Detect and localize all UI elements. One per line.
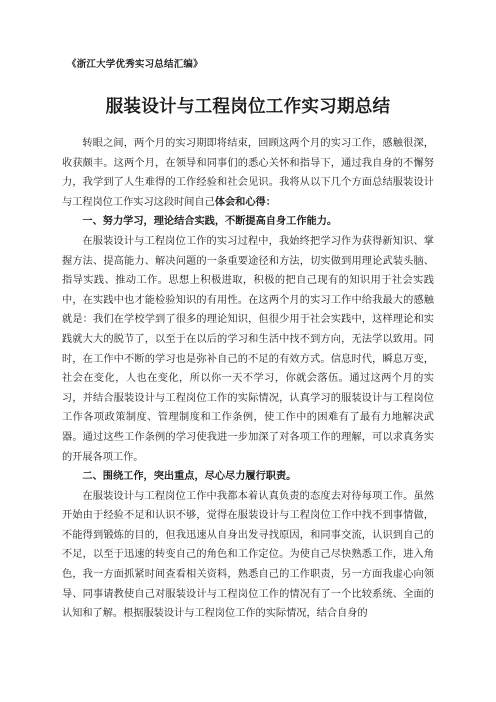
section-heading-1: 一、努力学习，理论结合实践，不断提高自身工作能力。 — [82, 216, 338, 228]
document-title: 服装设计与工程岗位工作实习期总结 — [105, 97, 391, 117]
intro-text: 转眼之间，两个月的实习期即将结束，回顾这两个月的实习工作，感触很深，收获颇丰。这两个月，在领导和同事们的悉心关怀和指导下，通过我自身的不懈努力，我学到了人生难得的工作经验和社会见识。我将从以下几个方面总结服装设计与工程岗位工作实习这段时间自己 — [62, 138, 434, 208]
section-paragraph-2: 在服装设计与工程岗位工作中我都本着认真负责的态度去对待每项工作。虽然开始由于经验不足和认识不够，觉得在服装设计与工程岗位工作中找不到事情做，不能得到锻炼的目的，但我迅速从自身出发寻找原因，和同事交流，认识到自己的不足，以至于迅速的转变自己的角色和工作定位。为使自己尽快熟悉工作，进入角色，我一方面抓紧时间查看相关资料，熟悉自己的工作职责，另一方面我虚心向领导、同事请教使自己对服装设计与工程岗位工作的情况有了一个比较系统、全面的认知和了解。根据服装设计与工程岗位工作的实际情况，结合自身的 — [62, 490, 434, 620]
section-heading-2: 二、围绕工作，突出重点，尽心尽力履行职责。 — [82, 471, 297, 483]
intro-paragraph — [62, 134, 434, 212]
section-paragraph-1: 在服装设计与工程岗位工作的实习过程中，我始终把学习作为获得新知识、掌握方法、提高能力、解决问题的一条重要途径和方法，切实做到用理论武装头脑、指导实践、推动工作。思想上积极进取，积极的把自己现有的知识用于社会实践中，在实践中也才能检验知识的有用性。在这两个月的实习工作中给我最大的感触就是：我们在学校学到了很多的理论知识，但很少用于社会实践中，这样理论和实践就大大的脱节了，以至于在以后的学习和生活中找不到方向，无法学以致用。同时，在工作中不断的学习也是弥补自己的不足的有效方式。信息时代，瞬息万变，社会在变化，人也在变化，所以你一天不学习，你就会落伍。通过这两个月的实习，并结合服装设计与工程岗位工作的实际情况，认真学习的服装设计与工程岗位工作各项政策制度、管理制度和工作条例，使工作中的困难有了最有力地解决武器。通过这些工作条例的学习使我进一步加深了对各项工作的理解，可以求真务实的开展各项工作。 — [62, 235, 434, 463]
series-note: 《浙江大学优秀实习总结汇编》 — [67, 59, 203, 70]
intro-emphasis: 体会和心得： — [214, 195, 276, 208]
